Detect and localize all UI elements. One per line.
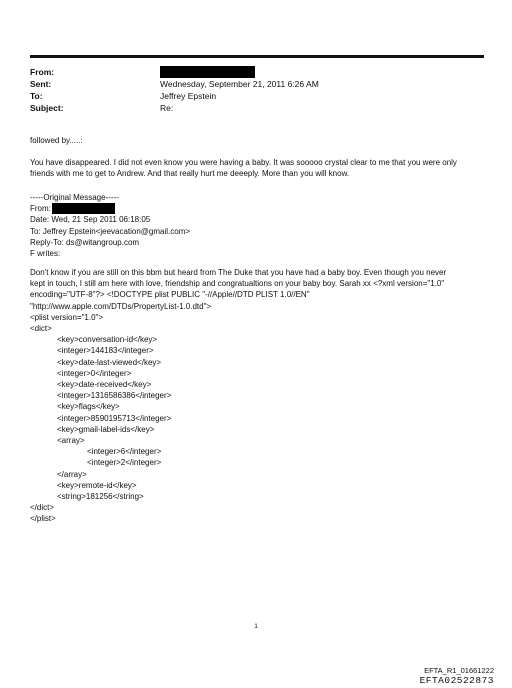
subject-label: Subject:: [30, 103, 64, 113]
subject-row: [30, 102, 319, 114]
plist-line: </plist>: [30, 514, 56, 524]
plist-line: <string>181256</string>: [57, 492, 144, 502]
message-line: followed by.....:: [30, 136, 83, 145]
message-paragraph: [30, 157, 490, 179]
original-from-label: From:: [30, 204, 51, 214]
plist-line: <integer>144183</integer>: [57, 346, 154, 356]
original-separator: -----Original Message-----: [30, 193, 119, 202]
plist-line: <integer>2</integer>: [87, 458, 162, 468]
plist-line: </array>: [57, 469, 87, 479]
body-line: "http://www.apple.com/DTDs/PropertyList-1.0.dtd">: [30, 301, 212, 311]
body-line: Don't know if you are still on this bbm but heard from The Duke that you have had a baby boy. Even though you never: [30, 268, 447, 277]
original-message-header: [30, 192, 490, 259]
plist-line: <key>flags</key>: [57, 402, 120, 412]
original-from-row: [30, 203, 490, 214]
message-body: [30, 135, 490, 146]
to-label: To:: [30, 91, 43, 101]
plist-line: <key>date-received</key>: [57, 380, 152, 390]
to-value: Jeffrey Epstein: [160, 91, 217, 101]
plist-line: <integer>0</integer>: [57, 368, 132, 378]
page-number: 1: [254, 623, 258, 630]
plist-line: </dict>: [30, 503, 55, 513]
bates-number: EFTA02522873: [419, 675, 494, 686]
plist-line: <integer>8590195713</integer>: [57, 413, 172, 423]
plist-line: <integer>6</integer>: [87, 447, 162, 457]
subject-value: Re:: [160, 103, 174, 113]
from-label: From:: [30, 67, 55, 77]
to-row: [30, 90, 319, 102]
sent-label: Sent:: [30, 79, 52, 89]
original-to: To: Jeffrey Epstein<jeevacation@gmail.com>: [30, 226, 191, 236]
top-rule: [30, 55, 484, 58]
message-line: friends with me to get to Andrew. And that really hurt me deeeply. More than you will know.: [30, 169, 350, 179]
body-line: encoding="UTF-8"?> <!DOCTYPE plist PUBLIC "-//Apple//DTD PLIST 1.0//EN": [30, 290, 310, 300]
sent-value: Wednesday, September 21, 2011 6:26 AM: [160, 79, 319, 89]
plist-line: <array>: [57, 436, 85, 446]
plist-line: <key>conversation-id</key>: [57, 335, 158, 345]
redaction-box: [160, 66, 255, 78]
plist-line: <key>gmail-label-ids</key>: [57, 424, 155, 434]
body-line: kept in touch, I still am here with love, friendship and congratualtions on your baby boy. Sarah xx <?xml version="1.0": [30, 279, 445, 289]
plist-line: <dict>: [30, 324, 52, 334]
original-reply-to: Reply-To: ds@witangroup.com: [30, 237, 140, 247]
redaction-box: [52, 203, 115, 214]
email-header: [30, 66, 319, 114]
original-f-writes: F writes:: [30, 249, 61, 259]
plist-line: <key>remote-id</key>: [57, 480, 137, 490]
plist-line: <integer>1316586386</integer>: [57, 391, 172, 401]
original-body: [30, 267, 490, 525]
sent-row: [30, 78, 319, 90]
plist-line: <key>date-last-viewed</key>: [57, 357, 162, 367]
original-date: Date: Wed, 21 Sep 2011 06:18:05: [30, 215, 151, 225]
document-reference-id: EFTA_R1_01661222: [424, 666, 494, 675]
message-line: You have disappeared. I did not even know you were having a baby. It was sooooo crystal clear to me that you were only: [30, 158, 457, 167]
plist-line: <plist version="1.0">: [30, 312, 104, 322]
from-row: [30, 66, 319, 78]
